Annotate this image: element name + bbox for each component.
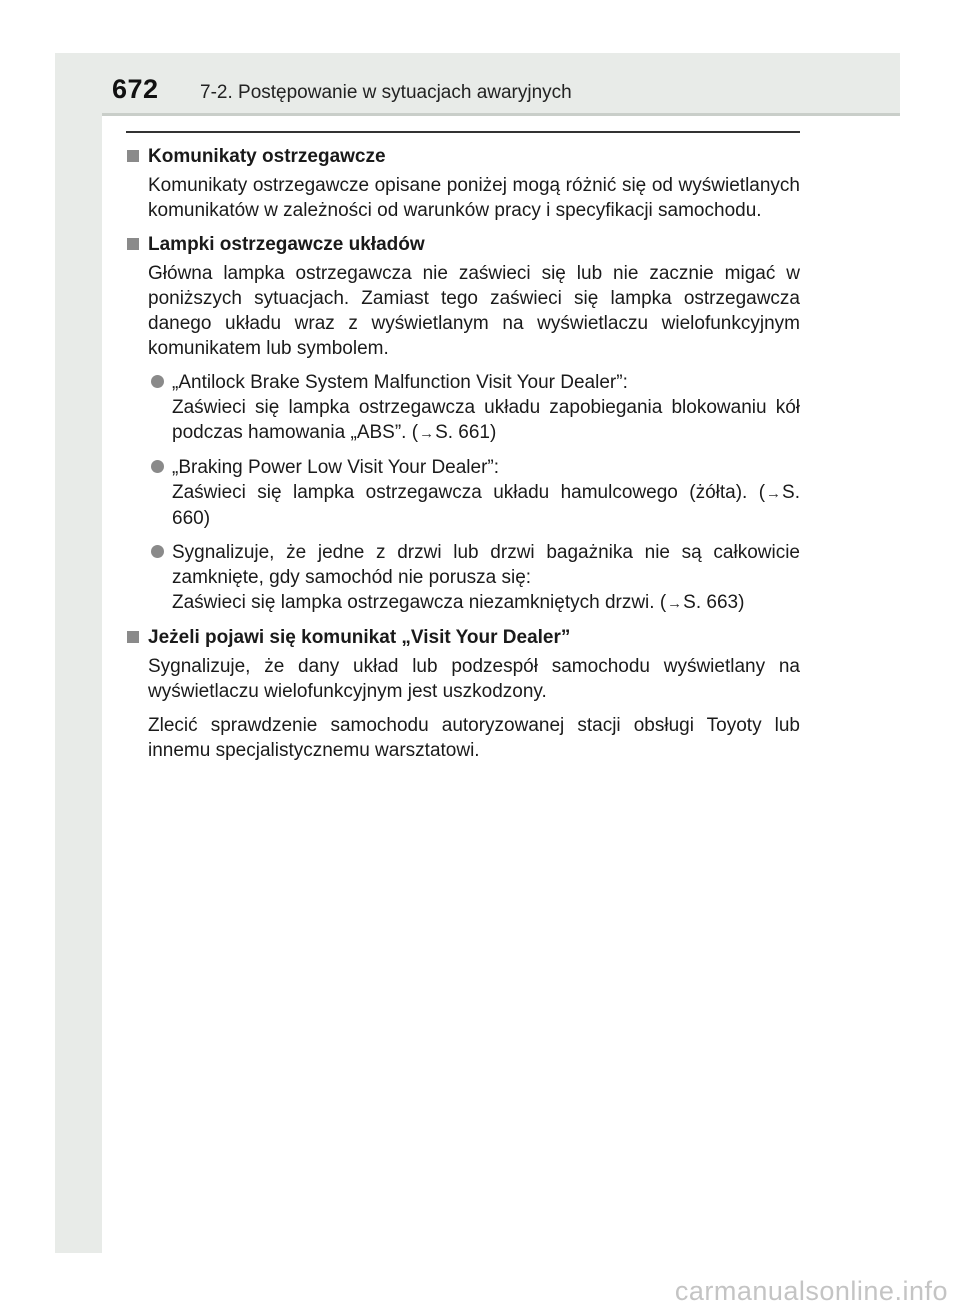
bullet-text: Zaświeci się lampka ostrzegawcza układu hamulcowego (żółta). ( [172, 482, 766, 503]
heading-visit-dealer [126, 625, 800, 650]
paragraph: Komunikaty ostrzegawcze opisane poniżej mogą różnić się od wyświetlanych komunikatów w zależności od warunków pracy i specyfikacji samochodu. [148, 175, 800, 221]
paragraph: Zlecić sprawdzenie samochodu autoryzowanej stacji obsługi Toyoty lub innemu specjalistycznemu warsztatowi. [148, 715, 800, 761]
heading-system-warning-lights [126, 232, 800, 257]
square-bullet-icon [127, 631, 139, 643]
square-bullet-icon [127, 150, 139, 162]
bullet-title: „Antilock Brake System Malfunction Visit Your Dealer”: [172, 372, 628, 393]
arrow-right-icon: → [419, 425, 435, 442]
paragraph: Sygnalizuje, że dany układ lub podzespół samochodu wyświetlany na wyświetlaczu wielofunkcyjnym jest uszkodzony. [148, 656, 800, 702]
bullet-title: „Braking Power Low Visit Your Dealer”: [172, 457, 500, 478]
page-reference-link[interactable]: S. 660) [172, 482, 800, 529]
round-bullet-icon [151, 375, 164, 388]
bullet-text: Zaświeci się lampka ostrzegawcza układu zapobiegania blokowaniu kół podczas hamowania „ABS”. ( [172, 397, 800, 443]
bullet-item [126, 540, 800, 616]
watermark: carmanualsonline.info [674, 1276, 948, 1306]
header-line [102, 113, 900, 116]
side-bar [55, 53, 102, 1253]
arrow-right-icon: → [667, 595, 683, 612]
round-bullet-icon [151, 460, 164, 473]
heading-text: Jeżeli pojawi się komunikat „Visit Your Dealer” [148, 627, 571, 648]
heading-text: Komunikaty ostrzegawcze [148, 146, 386, 167]
bullet-item [126, 370, 800, 446]
square-bullet-icon [127, 238, 139, 250]
paragraph: Główna lampka ostrzegawcza nie zaświeci się lub nie zacznie migać w poniższych sytuacjach. Zamiast tego zaświeci się lampka ostrzegawcza danego układu wraz z wyświetlanym na wyświetlaczu wielofunkcyjnym komunikatem lub symbolem. [148, 263, 800, 359]
arrow-right-icon: → [766, 485, 782, 502]
page-reference-link[interactable]: S. 661) [435, 422, 497, 443]
bullet-item [126, 455, 800, 531]
heading-warning-messages [126, 144, 800, 169]
page-number: 672 [112, 74, 159, 104]
bullet-title: Sygnalizuje, że jedne z drzwi lub drzwi bagażnika nie są całkowicie zamknięte, gdy samochód nie porusza się: [172, 542, 800, 588]
page-reference-link[interactable]: S. 663) [683, 592, 745, 613]
round-bullet-icon [151, 545, 164, 558]
bullet-text: Zaświeci się lampka ostrzegawcza niezamkniętych drzwi. ( [172, 592, 667, 613]
top-rule [126, 131, 800, 133]
section-title: 7-2. Postępowanie w sytuacjach awaryjnych [200, 82, 572, 103]
page-content [126, 140, 800, 772]
heading-text: Lampki ostrzegawcze układów [148, 234, 425, 255]
